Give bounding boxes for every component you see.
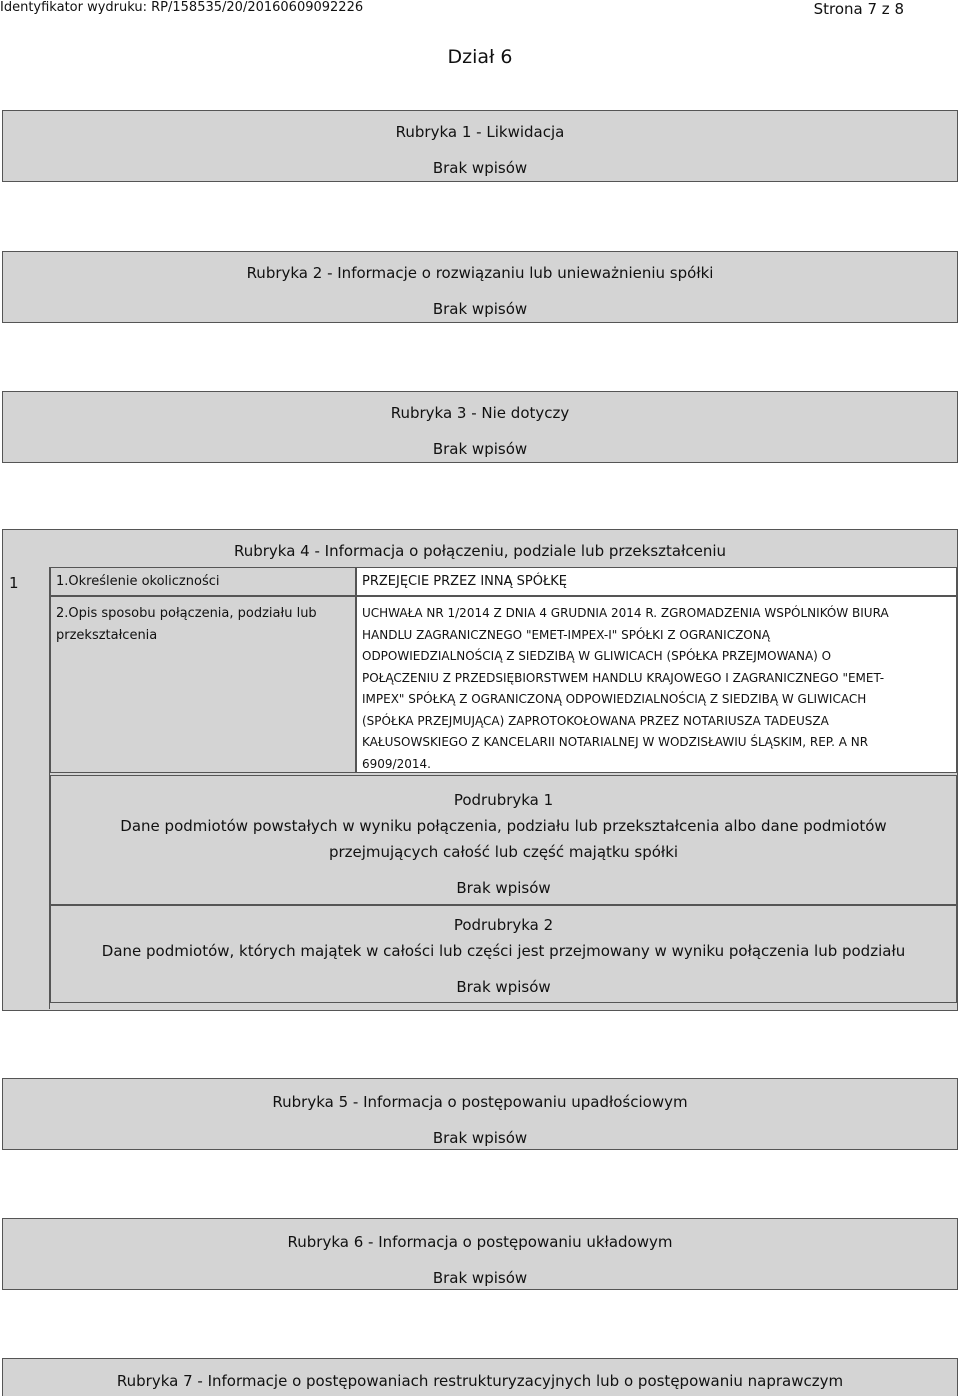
rubryka-2-empty: Brak wpisów <box>432 300 528 318</box>
rubryka-3-box <box>2 391 958 463</box>
podrubryka-1-desc-line-2: przejmujących całość lub część majątku spółki <box>328 843 679 861</box>
podrubryka-1-empty: Brak wpisów <box>456 879 551 897</box>
description-line: UCHWAŁA NR 1/2014 Z DNIA 4 GRUDNIA 2014 R. ZGROMADZENIA WSPÓLNIKÓW BIURA <box>362 606 889 620</box>
field-1-value: PRZEJĘCIE PRZEZ INNĄ SPÓŁKĘ <box>362 574 568 589</box>
field-2-value-cell <box>356 596 957 773</box>
field-2-label: 2.Opis sposobu połączenia, podziału lub przekształcenia <box>56 606 317 643</box>
podrubryka-2-empty: Brak wpisów <box>456 978 551 996</box>
rubryka-3-empty: Brak wpisów <box>432 440 528 458</box>
rubryka-5-box <box>2 1078 958 1150</box>
podrubryka-2-desc: Dane podmiotów, których majątek w całości lub części jest przejmowany w wyniku połączenia lub podziału <box>101 942 906 960</box>
rubryka-6-empty: Brak wpisów <box>432 1269 528 1287</box>
rubryka-4-title: Rubryka 4 - Informacja o połączeniu, podziale lub przekształceniu <box>233 542 727 560</box>
rubryka-1-box <box>2 110 958 182</box>
description-line: POŁĄCZENIU Z PRZEDSIĘBIORSTWEM HANDLU KRAJOWEGO I ZAGRANICZNEGO "EMET- <box>362 670 885 685</box>
description-line: 6909/2014. <box>362 756 431 771</box>
field-2-label-cell <box>50 596 356 773</box>
field-1-value-cell <box>356 567 957 596</box>
field-2-description <box>362 603 889 775</box>
rubryka-7-title: Rubryka 7 - Informacje o postępowaniach restrukturyzacyjnych lub o postępowaniu naprawczym <box>116 1372 844 1390</box>
description-line: (SPÓŁKA PRZEJMUJĄCA) ZAPROTOKOŁOWANA PRZEZ NOTARIUSZA TADEUSZA <box>362 713 829 728</box>
field-1-label: 1.Określenie okoliczności <box>56 574 220 589</box>
rubryka-7-box <box>2 1358 958 1396</box>
description-line: ODPOWIEDZIALNOŚCIĄ Z SIEDZIBĄ W GLIWICACH (SPÓŁKA PRZEJMOWANA) O <box>362 649 832 663</box>
print-identifier: Identyfikator wydruku: RP/158535/20/20160609092226 <box>0 0 364 15</box>
rubryka-5-empty: Brak wpisów <box>432 1129 528 1147</box>
field-1-label-cell <box>50 567 356 596</box>
rubryka-2-title: Rubryka 2 - Informacje o rozwiązaniu lub unieważnieniu spółki <box>246 264 714 282</box>
rubryka-3-title: Rubryka 3 - Nie dotyczy <box>390 404 570 422</box>
description-line: IMPEX" SPÓŁKĄ Z OGRANICZONĄ ODPOWIEDZIALNOŚCIĄ Z SIEDZIBĄ W GLIWICACH <box>362 692 867 706</box>
entry-number: 1 <box>9 574 19 592</box>
rubryka-1-title: Rubryka 1 - Likwidacja <box>395 123 565 141</box>
rubryka-6-box <box>2 1218 958 1290</box>
podrubryka-1-desc-line-1: Dane podmiotów powstałych w wyniku połączenia, podziału lub przekształcenia albo dane podmiotów <box>120 817 887 835</box>
entry-number-column <box>3 567 50 1009</box>
rubryka-2-box <box>2 251 958 323</box>
podrubryka-2-box <box>50 905 957 1003</box>
podrubryka-2-title: Podrubryka 2 <box>453 916 554 934</box>
description-line: KAŁUSOWSKIEGO Z KANCELARII NOTARIALNEJ W WODZISŁAWIU ŚLĄSKIM, REP. A NR <box>362 735 869 749</box>
page-number: Strona 7 z 8 <box>813 0 904 18</box>
rubryka-5-title: Rubryka 5 - Informacja o postępowaniu upadłościowym <box>272 1093 688 1111</box>
podrubryka-1-title: Podrubryka 1 <box>453 791 554 809</box>
podrubryka-1-box <box>50 775 957 905</box>
description-line: HANDLU ZAGRANICZNEGO "EMET-IMPEX-I" SPÓŁKI Z OGRANICZONĄ <box>362 627 770 642</box>
rubryka-6-title: Rubryka 6 - Informacja o postępowaniu układowym <box>287 1233 673 1251</box>
rubryka-4-box <box>2 529 958 1011</box>
rubryka-1-empty: Brak wpisów <box>432 159 528 177</box>
section-title: Dział 6 <box>447 46 513 68</box>
